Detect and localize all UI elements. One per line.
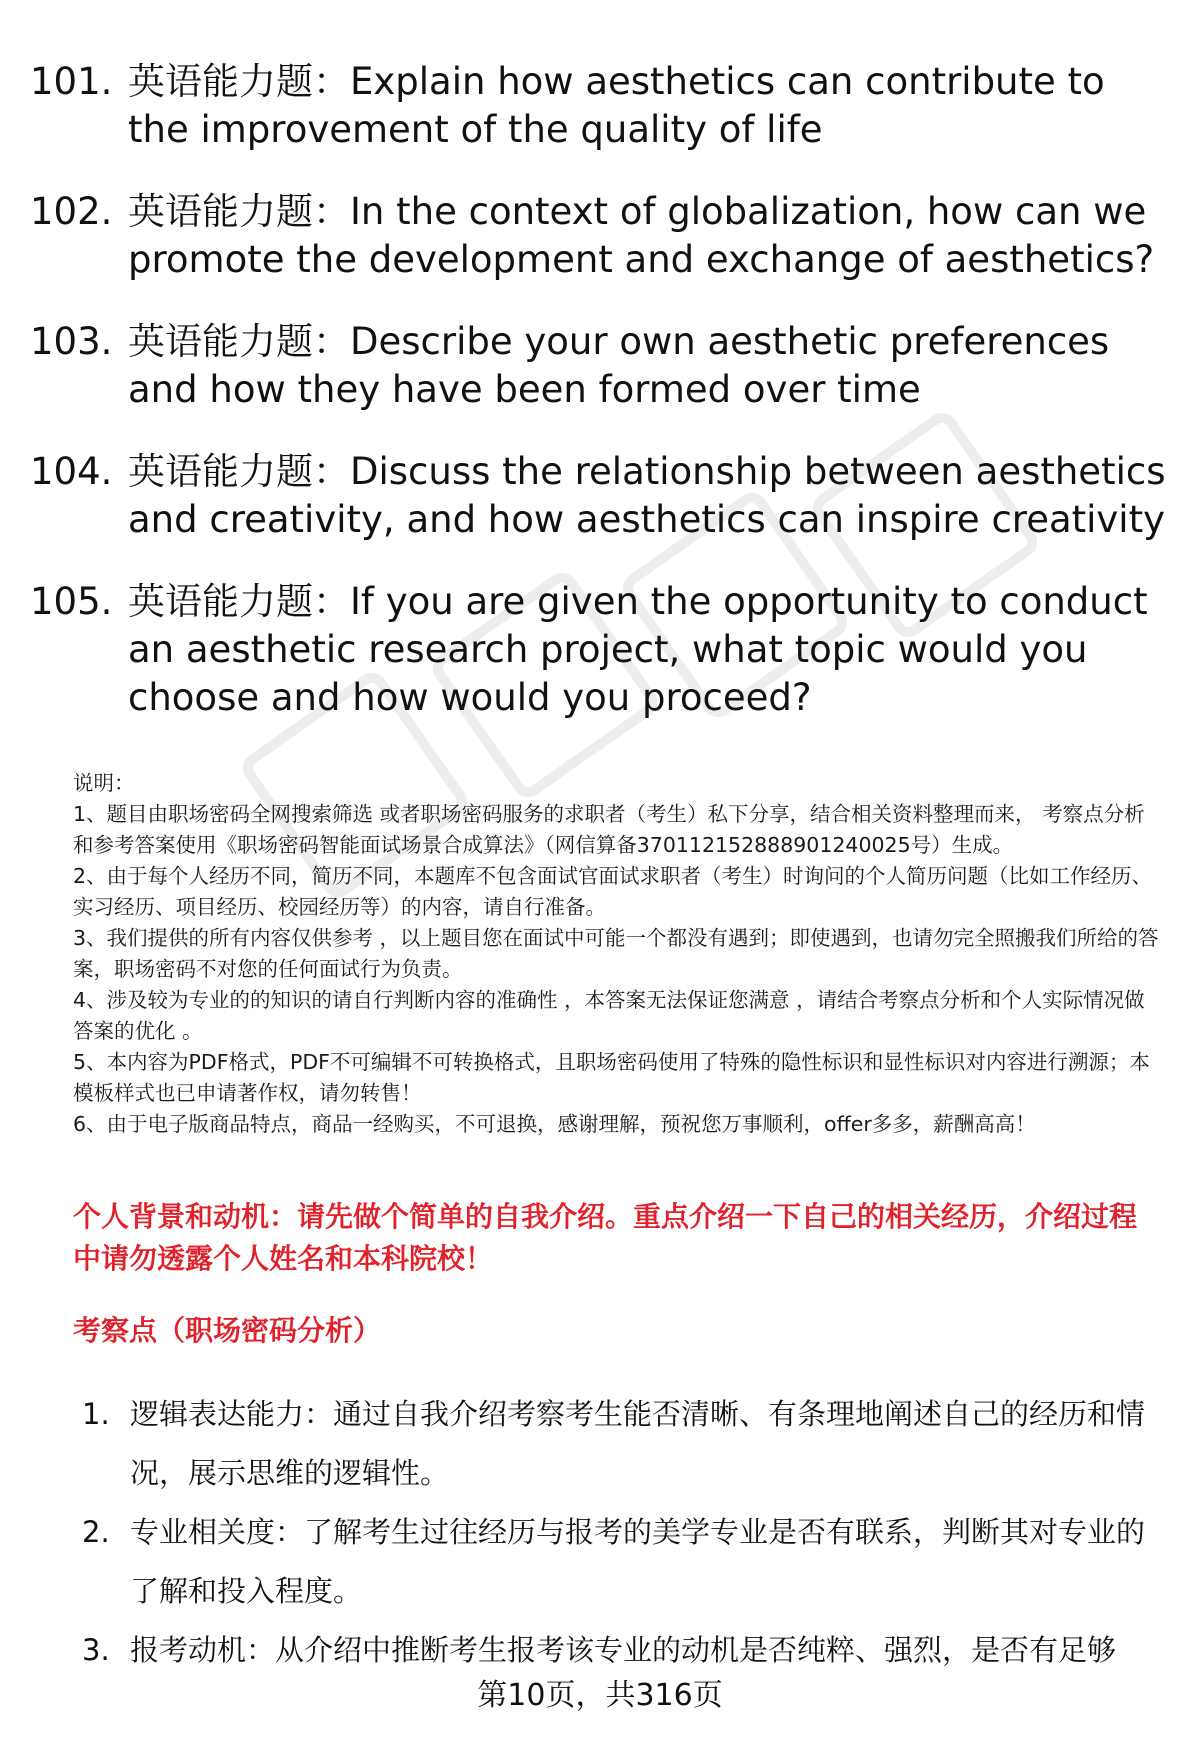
question-number: 101. [30,60,113,103]
note-item: 6、由于电子版商品特点，商品一经购买，不可退换，感谢理解，预祝您万事顺利，offer多多，薪酬高高！ [73,1112,1036,1136]
note-item: 5、本内容为PDF格式，PDF不可编辑不可转换格式，且职场密码使用了特殊的隐性标识和显性标识对内容进行溯源；本模板样式也已申请著作权，请勿转售！ [73,1050,1150,1105]
question-item [0,188,1200,284]
note-item: 2、由于每个人经历不同，简历不同，本题库不包含面试官面试求职者（考生）时询问的个人简历问题（比如工作经历、实习经历、项目经历、校园经历等）的内容，请自行准备。 [73,864,1153,919]
question-number: 105. [30,580,113,623]
analysis-item-text: 报考动机：从介绍中推断考生报考该专业的动机是否纯粹、强烈，是否有足够 [130,1633,1117,1667]
analysis-list [82,1385,1172,1680]
question-text: 英语能力题：If you are given the opportunity to conduct an aesthetic research project, what topic would you choose and how would you proceed? [128,580,1148,719]
analysis-item-number: 1. [82,1397,110,1431]
note-item: 3、我们提供的所有内容仅供参考 ，以上题目您在面试中可能一个都没有遇到；即使遇到，也请勿完全照搬我们所给的答案，职场密码不对您的任何面试行为负责。 [73,926,1159,981]
question-text: 英语能力题：Discuss the relationship between aesthetics and creativity, and how aesthetics can inspire creativity [128,450,1166,541]
question-number: 102. [30,190,113,233]
analysis-item [82,1503,1172,1621]
question-item [0,58,1200,154]
analysis-item-number: 2. [82,1515,110,1549]
question-item [0,578,1200,722]
page-number: 第10页，共316页 [477,1678,723,1713]
analysis-heading: 考察点（职场密码分析） [73,1314,382,1347]
question-item [0,318,1200,414]
analysis-item [82,1621,1172,1680]
notes-title: 说明： [73,771,135,795]
question-text: 英语能力题：Explain how aesthetics can contribute to the improvement of the quality of life [128,60,1105,151]
note-item: 1、题目由职场密码全网搜索筛选 或者职场密码服务的求职者（考生）私下分享，结合相关资料整理而来， 考察点分析和参考答案使用《职场密码智能面试场景合成算法》（网信算备370112152888901240025号）生成。 [73,802,1145,857]
section-question: 个人背景和动机：请先做个简单的自我介绍。重点介绍一下自己的相关经历，介绍过程中请勿透露个人姓名和本科院校！ [73,1200,1138,1275]
analysis-item-text: 逻辑表达能力：通过自我介绍考察考生能否清晰、有条理地阐述自己的经历和情况，展示思维的逻辑性。 [130,1397,1146,1490]
question-list [0,58,1200,756]
question-text: 英语能力题：In the context of globalization, how can we promote the development and exchange of aesthetics? [128,190,1155,281]
question-text: 英语能力题：Describe your own aesthetic preferences and how they have been formed over time [128,320,1110,411]
analysis-item-number: 3. [82,1633,110,1667]
question-number: 104. [30,450,113,493]
question-number: 103. [30,320,113,363]
analysis-item-text: 专业相关度：了解考生过往经历与报考的美学专业是否有联系，判断其对专业的了解和投入程度。 [130,1515,1146,1608]
analysis-item [82,1385,1172,1503]
disclaimer-notes [73,768,1163,1140]
note-item: 4、涉及较为专业的的知识的请自行判断内容的准确性 ，本答案无法保证您满意 ，请结合考察点分析和个人实际情况做答案的优化 。 [73,988,1145,1043]
question-item [0,448,1200,544]
